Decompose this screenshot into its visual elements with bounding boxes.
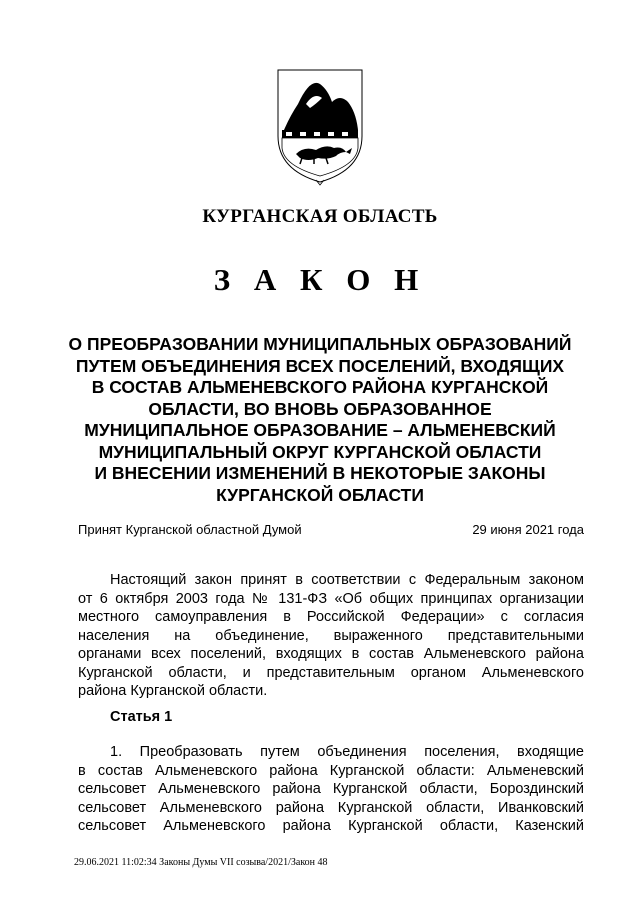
article-line: сельсовет Альменевского района Курганской области, Казенский — [78, 818, 584, 834]
preamble-line: от 6 октября 2003 года № 131-ФЗ «Об общих принципах организации — [78, 590, 584, 607]
preamble-line: местного самоуправления в Российской Федерации» с согласия — [78, 609, 584, 625]
law-title-line: О ПРЕОБРАЗОВАНИИ МУНИЦИПАЛЬНЫХ ОБРАЗОВАНИЙ — [68, 334, 572, 354]
adopted-by: Принят Курганской областной Думой — [78, 522, 302, 537]
article-line: сельсовет Альменевского района Курганской области, Иванковский — [78, 799, 584, 816]
preamble-paragraph — [78, 571, 584, 701]
law-title-line: МУНИЦИПАЛЬНЫЙ ОКРУГ КУРГАНСКОЙ ОБЛАСТИ — [98, 441, 542, 462]
coat-of-arms-icon — [270, 58, 370, 188]
law-title-line: ОБЛАСТИ, ВО ВНОВЬ ОБРАЗОВАННОЕ — [148, 398, 492, 419]
article-line: сельсовет Альменевского района Курганской области, Бороздинский — [78, 781, 584, 797]
law-title-line: В СОСТАВ АЛЬМЕНЕВСКОГО РАЙОНА КУРГАНСКОЙ — [91, 377, 549, 397]
adoption-line — [78, 522, 584, 537]
law-title-line: ПУТЕМ ОБЪЕДИНЕНИЯ ВСЕХ ПОСЕЛЕНИЙ, ВХОДЯЩИХ — [75, 355, 565, 376]
law-title — [60, 334, 580, 506]
document-type: З А К О Н — [213, 262, 427, 297]
law-title-line: КУРГАНСКОЙ ОБЛАСТИ — [216, 484, 424, 505]
region-name: КУРГАНСКАЯ ОБЛАСТЬ — [202, 206, 438, 227]
article-heading: Статья 1 — [110, 709, 173, 725]
preamble-line: органами всех поселений, входящих в состав Альменевского района — [78, 646, 584, 662]
preamble-line: Курганской области, и представительным органом Альменевского — [78, 664, 584, 681]
article-paragraph — [78, 743, 584, 836]
preamble-line: населения на объединение, выраженного представительными — [78, 627, 584, 644]
preamble-line: Настоящий закон принят в соответствии с Федеральным законом — [110, 572, 584, 588]
article-line: 1. Преобразовать путем объединения поселения, входящие — [110, 744, 584, 760]
footer-stamp: 29.06.2021 11:02:34 Законы Думы VII созыва/2021/Закон 48 — [74, 857, 328, 868]
law-title-line: И ВНЕСЕНИИ ИЗМЕНЕНИЙ В НЕКОТОРЫЕ ЗАКОНЫ — [94, 463, 546, 483]
adoption-date: 29 июня 2021 года — [472, 522, 584, 537]
preamble-line: района Курганской области. — [78, 683, 268, 699]
article-line: в состав Альменевского района Курганской области: Альменевский — [78, 762, 584, 779]
law-title-line: МУНИЦИПАЛЬНОЕ ОБРАЗОВАНИЕ – АЛЬМЕНЕВСКИЙ — [84, 420, 556, 440]
